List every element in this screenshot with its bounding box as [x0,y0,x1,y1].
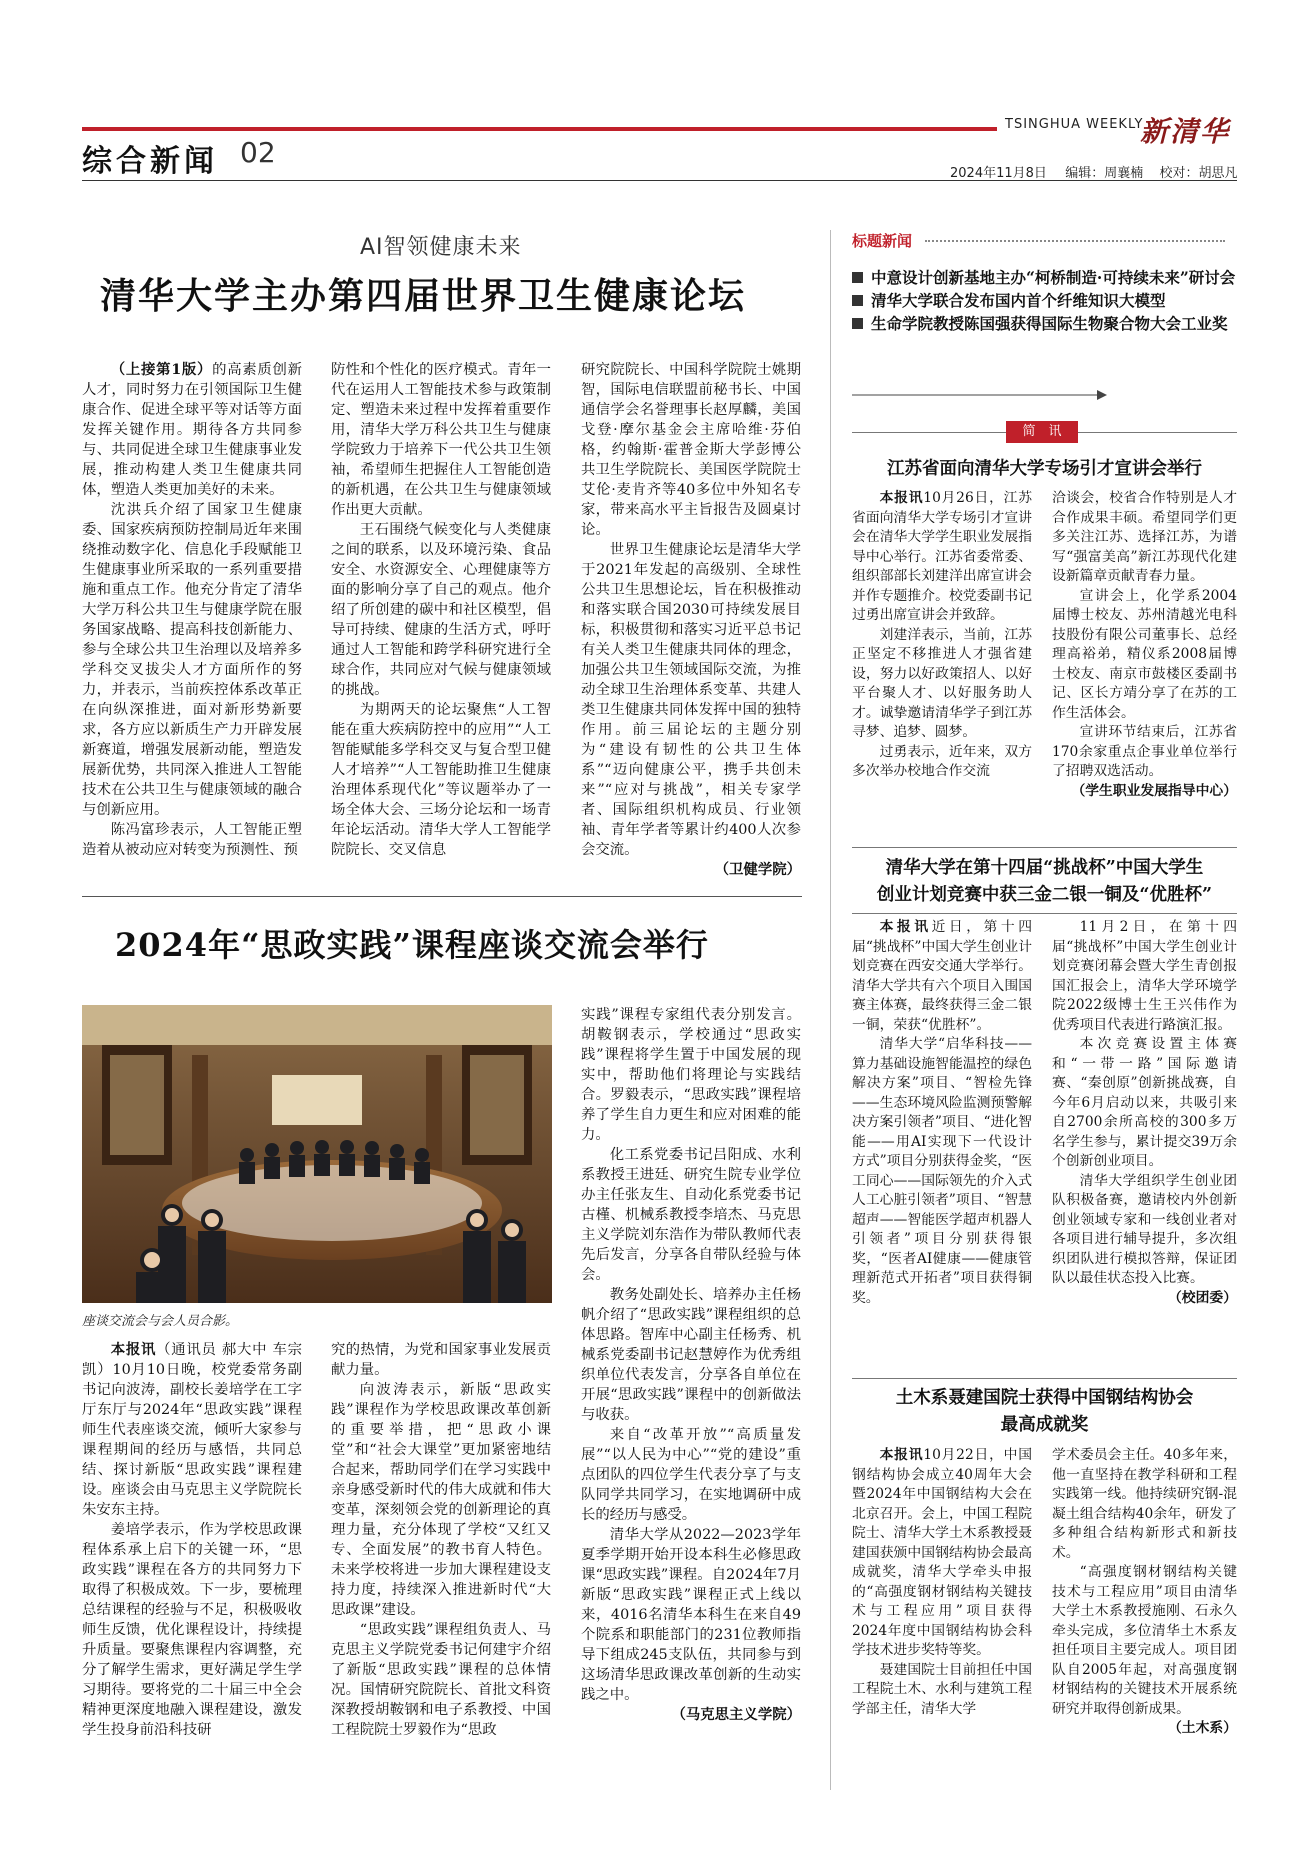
paragraph-text: 宣讲环节结束后，江苏省170余家重点企事业单位举行了招聘双选活动。 [1052,724,1237,779]
lead-column-2 [331,360,551,885]
paragraph-text: 聂建国院士目前担任中国工程院土木、水利与建筑工程学部主任，清华大学 [852,1661,1032,1717]
proofreader-credit: 校对：胡思凡 [1159,166,1238,181]
paragraph [581,540,801,860]
lead-column-1 [82,360,302,885]
paragraph [852,626,1032,743]
paragraph-text: 陈冯富珍表示，人工智能正塑造着从被动应对转变为预测性、预 [82,822,302,858]
headline-item[interactable] [852,266,1237,289]
brief-2-title-line-1: 清华大学在第十四届“挑战杯”中国大学生 [885,858,1204,878]
issue-meta [950,162,1238,181]
paragraph-text: 姜培学表示，作为学校思政课程体系承上启下的关键一环，“思政实践”课程在各方的共同努力下取得了积极成效。下一步，要梳理总结课程的经验与不足，积极吸收师生反馈，优化课程设计，持续提升质量。要聚焦课程内容调整，充分了解学生需求，更好满足学生学习期待。要将党的二十届三中全会精神更深度地融入课程建设，激发学生投身前沿科技研 [82,1522,302,1738]
second-column-3 [581,1005,801,1780]
dateline-lead: 本报讯 [879,490,924,506]
paragraph [331,1380,551,1620]
paragraph [852,918,1032,1035]
header-bottom-rule [82,180,1237,181]
brief-2-title [852,855,1237,909]
paragraph-text: 世界卫生健康论坛是清华大学于2021年发起的高级别、全球性公共卫生思想论坛，旨在积极推动和落实联合国2030可持续发展目标，积极贯彻和落实习近平总书记有关人类卫生健康共同体的理念，加强公共卫生领域国际交流，为推动全球卫生治理体系变革、共建人类卫生健康共同体发挥中国的独特作用。前三届论坛的主题分别为“建设有韧性的公共卫生体系”“迈向健康公平，携手共创未来”“应对与挑战”，相关专家学者、国际组织机构成员、行业领袖、青年学者等累计约400人次参会交流。 [581,542,801,858]
header-red-rule [82,127,997,131]
brief-divider-1 [852,847,1237,848]
dateline-lead: 本报讯 [110,1341,157,1358]
headline-item[interactable] [852,289,1237,312]
paragraph-text: 为期两天的论坛聚焦“人工智能在重大疾病防控中的应用”“人工智能赋能多学科交叉与复合型卫健人才培养”“人工智能助推卫生健康治理体系现代化”等议题举办了一场全体大会、三场分论坛和一场青年论坛活动。清华大学人工智能学院院长、交叉信息 [331,702,551,858]
paragraph-text: 宣讲会上，化学系2004届博士校友、苏州清越光电科技股份有限公司董事长、总经理高裕弟，精仪系2008届博士校友、南京市鼓楼区委副书记、区长方靖分享了在苏的工作生活体会。 [1052,587,1237,721]
dateline-lead: 本报讯 [879,1447,924,1463]
headline-item-text: 生命学院教授陈国强获得国际生物聚合物大会工业奖 [871,314,1228,333]
paragraph-text: 学术委员会主任。40多年来，他一直坚持在教学科研和工程实践第一线。他持续研究钢-混凝土组合结构40余年，研发了多种组合结构新形式和新技术。 [1052,1447,1237,1561]
page-number: 02 [240,136,276,169]
paragraph [1052,1446,1237,1563]
headline-item-text: 中意设计创新基地主办“柯桥制造·可持续未来”研讨会 [871,268,1236,287]
paragraph-text: 化工系党委书记吕阳成、水利系教授王进廷、研究生院专业学位办主任张友生、自动化系党委书记古槿、机械系教授李培杰、马克思主义学院刘东浩作为带队教师代表先后发言，分享各自带队经验与体会。 [581,1147,801,1283]
headlines-dotted-rule [925,240,1225,242]
paragraph [331,520,551,700]
brief-3-column-2 [1052,1446,1237,1786]
paragraph [581,1285,801,1425]
group-photo [82,1005,552,1303]
paragraph-text: 研究院院长、中国科学院院士姚期智，国际电信联盟前秘书长、中国通信学会名誉理事长赵厚麟，美国戈登·摩尔基金会主席哈维·芬伯格，约翰斯·霍普金斯大学彭博公共卫生学院院长、美国医学院院士艾伦·麦肯齐等40多位中外知名专家，带来高水平主旨报告及圆桌讨论。 [581,362,801,538]
brief-1-title: 江苏省面向清华大学专场引才宣讲会举行 [887,459,1202,479]
paragraph [82,500,302,820]
paragraph [331,1620,551,1740]
paragraph-text: 刘建洋表示，当前，江苏正坚定不移推进人才强省建设，努力以好政策招人、以好平台聚人才、以好服务助人才。诚挚邀请清华学子到江苏寻梦、追梦、圆梦。 [852,626,1032,740]
paragraph [852,489,1032,626]
brief-1-column-2 [1052,489,1237,829]
second-headline: 2024年“思政实践”课程座谈交流会举行 [115,926,709,964]
source-credit: （土木系） [1168,1720,1237,1736]
paragraph [852,743,1032,782]
headline-item[interactable] [852,312,1237,335]
paragraph [1052,1172,1237,1289]
brief-2-title-line-2: 创业计划竞赛中获三金二银一铜及“优胜杯” [876,885,1213,905]
paragraph-text: （通讯员 郝大中 车宗凯）10月10日晚，校党委常务副书记向波涛，副校长姜培学在工字厅东厅与2024年“思政实践”课程师生代表座谈交流，倾听大家参与课程期间的经历与感悟，共同总结、探讨新版“思政实践”课程建设。座谈会由马克思主义学院院长朱安东主持。 [82,1342,302,1518]
photo-caption: 座谈交流会与会人员合影。 [82,1314,239,1329]
paragraph-text: 究的热情，为党和国家事业发展贡献力量。 [331,1342,551,1378]
brief-3-title-line-2: 最高成就奖 [1000,1415,1089,1435]
paragraph [331,360,551,520]
editor-credit: 编辑：周襄楠 [1065,166,1144,181]
brief-2-column-2 [1052,918,1237,1368]
lead-headline: 清华大学主办第四届世界卫生健康论坛 [100,275,747,317]
section-title: 综合新闻 [82,144,218,179]
source-credit: （马克思主义学院） [671,1706,801,1723]
paragraph-text: 教务处副处长、培养办主任杨帆介绍了“思政实践”课程组织的总体思路。智库中心副主任杨秀、机械系党委副书记赵慧婷作为优秀组织单位代表发言，分享各自单位在开展“思政实践”课程中的创新做法与收获。 [581,1287,801,1423]
lead-kicker: AI智领健康未来 [360,235,522,260]
main-sidebar-separator [830,230,831,1790]
paragraph-text: 王石围绕气候变化与人类健康之间的联系，以及环境污染、食品安全、水资源安全、心理健康等方面的影响分享了自己的观点。他介绍了所创建的碳中和社区模型，倡导可持续、健康的生活方式，呼吁通过人工智能和跨学科研究进行全球合作，共同应对气候与健康领域的挑战。 [331,522,551,698]
paragraph [852,1035,1032,1308]
source-credit: （学生职业发展指导中心） [1071,782,1237,799]
paragraph [1052,1035,1237,1172]
paragraph-text: 防性和个性化的医疗模式。青年一代在运用人工智能技术参与政策制定、塑造未来过程中发挥着重要作用，清华大学万科公共卫生与健康学院致力于培养下一代公共卫生领袖，希望师生把握住人工智能创造的新机遇，在公共卫生与健康领域作出更大贡献。 [331,362,551,518]
square-bullet-icon [852,272,863,283]
brief-3-title-line-1: 土木系聂建国院士获得中国钢结构协会 [895,1388,1194,1408]
paragraph-text: 10月22日，中国钢结构协会成立40周年大会暨2024年中国钢结构大会在北京召开。会上，中国工程院院士、清华大学土木系教授聂建国获颁中国钢结构协会最高成就奖，清华大学牵头申报的“高强度钢材钢结构关键技术与工程应用”项目获得2024年度中国钢结构协会科学技术进步奖特等奖。 [852,1447,1032,1658]
paragraph-text: 向波涛表示，新版“思政实践”课程作为学校思政课改革创新的重要举措，把“思政小课堂”和“社会大课堂”更加紧密地结合起来，帮助同学们在学习实践中亲身感受新时代的伟大成就和伟大变革，深刻领会党的创新理论的真理力量，充分体现了学校“又红又专、全面发展”的教书育人特色。未来学校将进一步加大课程建设支持力度，持续深入推进新时代“大思政课”建设。 [331,1382,551,1618]
paragraph-text: 洽谈会，校省合作特别是人才合作成果丰硕。希望同学们更多关注江苏、选择江苏，为谱写“强富美高”新江苏现代化建设新篇章贡献青春力量。 [1052,490,1237,584]
dateline-lead: 本报讯 [879,919,932,935]
headlines-list [852,266,1237,335]
source-credit: （卫健学院） [714,861,801,878]
paragraph [581,1005,801,1145]
paragraph-text: 过勇表示，近年来，双方多次举办校地合作交流 [852,743,1032,779]
headline-item-text: 清华大学联合发布国内首个纤维知识大模型 [871,291,1166,310]
paragraph [581,1425,801,1525]
paragraph-text: 清华大学组织学生创业团队积极备赛，邀请校内外创新创业领域专家和一线创业者对各项目进行辅导提升，多次组织团队进行模拟答辩，保证团队以最佳状态投入比赛。 [1052,1172,1237,1286]
paragraph-text: 11月2日，在第十四届“挑战杯”中国大学生创业计划竞赛闭幕会暨大学生青创报国汇报会上，清华大学环境学院2022级博士生王兴伟作为优秀项目代表进行路演汇报。 [1052,919,1237,1033]
second-column-1 [82,1340,302,1780]
dateline-lead: （上接第1版） [110,361,213,378]
paragraph [1052,489,1237,587]
second-column-2 [331,1340,551,1780]
paragraph-text: 清华大学从2022—2023学年夏季学期开始开设本科生必修思政课“思政实践”课程。自2024年7月新版“思政实践”课程正式上线以来，4016名清华本科生在来自49个院系和职能部门的231位教师指导下组成245支队伍，共同参与到这场清华思政课改革创新的生动实践之中。 [581,1527,801,1703]
paragraph [82,820,302,860]
arrow-rule [852,386,1107,398]
paragraph [82,360,302,500]
brief-divider-2 [852,1378,1237,1379]
paragraph-text: 本次竞赛设置主体赛和“一带一路”国际邀请赛、“秦创原”创新挑战赛，自今年6月启动以来，共吸引来自2700余所高校的300多万名学生参与，累计提交39万余个创新创业项目。 [1052,1036,1237,1169]
paragraph-text: 近日，第十四届“挑战杯”中国大学生创业计划竞赛在西安交通大学举行。清华大学共有六个项目入围国赛主体赛，最终获得三金二银一铜，荣获“优胜杯”。 [852,919,1032,1033]
paragraph-text: 10月26日，江苏省面向清华大学专场引才宣讲会在清华大学学生职业发展指导中心举行。江苏省委常委、组织部部长刘建洋出席宣讲会并作专题推介。校党委副书记过勇出席宣讲会并致辞。 [852,490,1032,623]
square-bullet-icon [852,295,863,306]
weekly-en-label: TSINGHUA WEEKLY [1005,117,1144,132]
brief-1-column-1 [852,489,1032,829]
headlines-label: 标题新闻 [852,232,913,250]
paragraph [82,1340,302,1520]
paragraph [1052,723,1237,782]
paragraph-text: 沈洪兵介绍了国家卫生健康委、国家疾病预防控制局近年来围绕推动数字化、信息化手段赋能卫生健康事业所采取的一系列重要措施和重点工作。他充分肯定了清华大学万科公共卫生与健康学院在服务国家战略、提高科技创新能力、参与全球公共卫生治理以及培养多学科交叉拔尖人才方面所作的努力，并表示，当前疾控体系改革正在向纵深推进，面对新形势新要求，各方应以新质生产力开辟发展新赛道，增强发展新动能，塑造发展新优势，共同深入推进人工智能技术在公共卫生与健康领域的融合与创新应用。 [82,502,302,818]
paragraph [331,700,551,860]
masthead-logo: 新清华 [1140,115,1231,148]
paragraph [1052,587,1237,724]
paragraph-text: 实践”课程专家组代表分别发言。胡鞍钢表示，学校通过“思政实践”课程将学生置于中国发展的现实中，帮助他们将理论与实践结合。罗毅表示，“思政实践”课程培养了学生自力更生和应对困难的能力。 [581,1007,801,1143]
paragraph [852,1661,1032,1720]
briefs-label: 简 讯 [1006,421,1078,443]
brief-2-title-rule [852,913,1237,914]
story-divider [82,896,802,897]
paragraph-text: “高强度钢材钢结构关键技术与工程应用”项目由清华大学土木系教授施刚、石永久牵头完成，多位清华土木系友担任项目主要完成人。项目团队自2005年起，对高强度钢材钢结构的关键技术开展系统研究并取得创新成果。 [1052,1564,1237,1717]
brief-3-title [852,1385,1237,1439]
issue-date: 2024年11月8日 [950,166,1047,181]
paragraph-text: 的高素质创新人才，同时努力在引领国际卫生健康合作、促进全球平等对话等方面发挥关键作用。期待各方共同参与、共同促进全球卫生健康事业发展，推动构建人类卫生健康共同体，塑造人类更加美好的未来。 [82,362,302,498]
paragraph-text: 清华大学“启华科技——算力基础设施智能温控的绿色解决方案”项目、“智检先锋——生态环境风险监测预警解决方案引领者”项目、“进化智能——用AI实现下一代设计方式”项目分别获得金奖，“医工同心——国际领先的介入式人工心脏引领者”项目、“智慧超声——智能医学超声机器人引领者”项目分别获得银奖，“医者AI健康——健康管理新范式开拓者”项目获得铜奖。 [852,1036,1032,1306]
paragraph [581,360,801,540]
paragraph [331,1340,551,1380]
source-credit: （校团委） [1168,1289,1237,1306]
paragraph [1052,1563,1237,1719]
brief-2-column-1 [852,918,1032,1368]
square-bullet-icon [852,318,863,329]
paragraph-text: 来自“改革开放”“高质量发展”“以人民为中心”“党的建设”重点团队的四位学生代表分享了与支队同学共同学习，在实地调研中成长的经历与感受。 [581,1427,801,1523]
paragraph [581,1145,801,1285]
lead-column-3 [581,360,801,885]
paragraph [852,1446,1032,1661]
page-header [0,0,1309,190]
paragraph [82,1520,302,1740]
brief-3-column-1 [852,1446,1032,1786]
paragraph [1052,918,1237,1035]
paragraph-text: “思政实践”课程组负责人、马克思主义学院党委书记何建宇介绍了新版“思政实践”课程的总体情况。国情研究院院长、首批文科资深教授胡鞍钢和电子系教授、中国工程院院士罗毅作为“思政 [331,1622,551,1738]
paragraph [581,1525,801,1705]
